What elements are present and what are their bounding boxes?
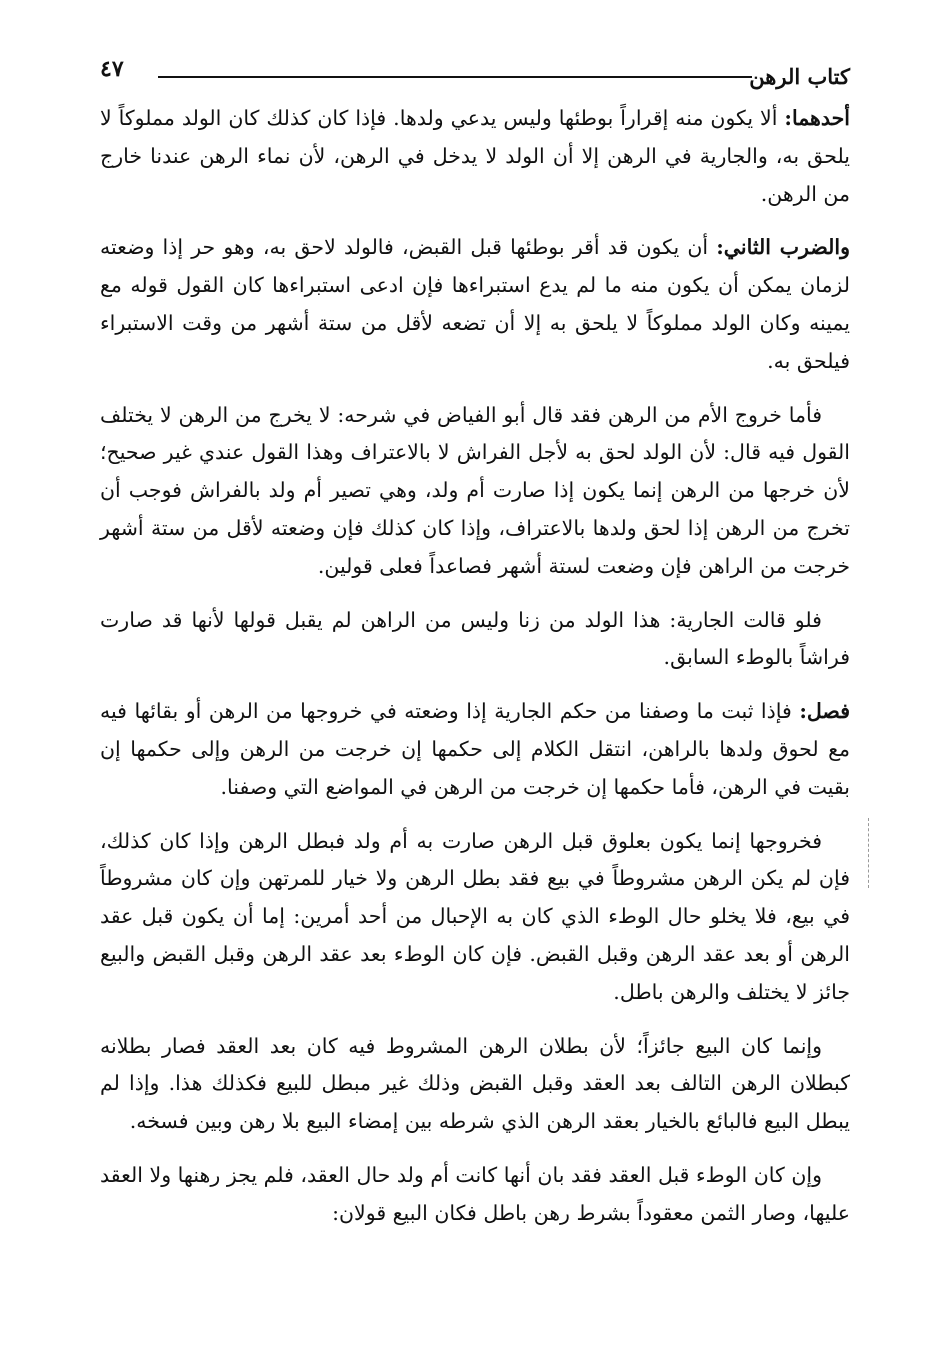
paragraph-7 [100, 1028, 850, 1141]
paragraph-text: ألا يكون منه إقراراً بوطئها وليس يدعي ولدها. فإذا كان كذلك كان الولد مملوكاً لا يلحق به، والجارية في الرهن إلا أن الولد لا يدخل في الرهن، لأن نماء الرهن عندنا خارج من الرهن. [100, 106, 850, 206]
paragraph-lead: فصل: [799, 699, 850, 724]
paragraph-8 [100, 1157, 850, 1233]
paragraph-text: فإذا ثبت ما وصفنا من حكم الجارية إذا وضعته في خروجها من الرهن أو بقائها فيه مع لحوق ولدها بالراهن، انتقل الكلام إلى حكمها إن خرجت من الرهن وإلى حكمها إن بقيت في الرهن، فأما حكمها إن خرجت من الرهن في المواضع التي وصفنا. [100, 699, 850, 799]
paragraph-text: أن يكون قد أقر بوطئها قبل القبض، فالولد لاحق به، وهو حر إذا وضعته لزمان يمكن أن يكون منه ما لم يدع استبراءها فإن ادعى استبراءها كان القول قوله مع يمينه وكان الولد مملوكاً لا يلحق به إلا أن تضعه لأقل من ستة أشهر من وقت الاستبراء فيلحق به. [100, 235, 850, 373]
paragraph-1 [100, 100, 850, 213]
paragraph-text: وإن كان الوطء قبل العقد فقد بان أنها كانت أم ولد حال العقد، فلم يجز رهنها ولا العقد عليها، وصار الثمن معقوداً بشرط رهن باطل فكان البيع قولان: [100, 1162, 850, 1225]
paragraph-text: وإنما كان البيع جائزاً؛ لأن بطلان الرهن المشروط فيه كان بعد العقد فصار بطلانه كبطلان الرهن التالف بعد العقد وقبل القبض وذلك غير مبطل للبيع فكذلك هذا. وإذا لم يبطل البيع فالبائع بالخيار بعقد الرهن الذي شرطه بين إمضاء البيع بلا رهن وبين فسخه. [100, 1033, 850, 1134]
paragraph-4 [100, 602, 850, 678]
body-text [100, 100, 850, 1249]
paragraph-text: فخروجها إنما يكون بعلوق قبل الرهن صارت به أم ولد فبطل الرهن وإذا كان كذلك، فإن لم يكن الرهن مشروطاً في بيع فقد بطل الرهن ولا خيار للمرتهن وإن كان مشروطاً في بيع، فلا يخلو حال الوطء الذي كان به الإحبال من أحد أمرين: إما أن يكون قبل عقد الرهن أو بعد عقد الرهن وقبل القبض. فإن كان الوطء بعد عقد الرهن وقبل القبض والبيع جائز لا يختلف والرهن باطل. [100, 828, 850, 1004]
paragraph-5 [100, 693, 850, 806]
paragraph-text: فلو قالت الجارية: هذا الولد من زنا وليس من الراهن لم يقبل قولها لأنها قد صارت فراشاً بالوطء السابق. [100, 607, 850, 670]
running-header [100, 56, 850, 96]
paragraph-lead: أحدهما: [784, 106, 850, 130]
header-rule [158, 76, 752, 78]
margin-mark [868, 818, 869, 888]
page-number: ٤٧ [100, 56, 124, 82]
paragraph-3 [100, 397, 850, 586]
paragraph-lead: والضرب الثاني: [716, 235, 850, 260]
paragraph-2 [100, 229, 850, 380]
paragraph-6 [100, 823, 850, 1012]
paragraph-text: فأما خروج الأم من الرهن فقد قال أبو الفياض في شرحه: لا يخرج من الرهن لا يختلف القول فيه قال: لأن الولد لحق به لأجل الفراش لا بالاعتراف وهذا القول عندي غير صحيح؛ لأن خرجها من الرهن إنما يكون إذا صارت أم ولد، وهي تصير أم ولد بالفراش فوجب أن تخرج من الرهن إذا لحق ولدها بالاعتراف، وإذا كان كذلك فإن وضعته لأقل من ستة أشهر خرجت من الراهن فإن وضعت لستة أشهر فصاعداً فعلى قولين. [100, 402, 850, 578]
book-title: كتاب الرهن [749, 64, 850, 89]
